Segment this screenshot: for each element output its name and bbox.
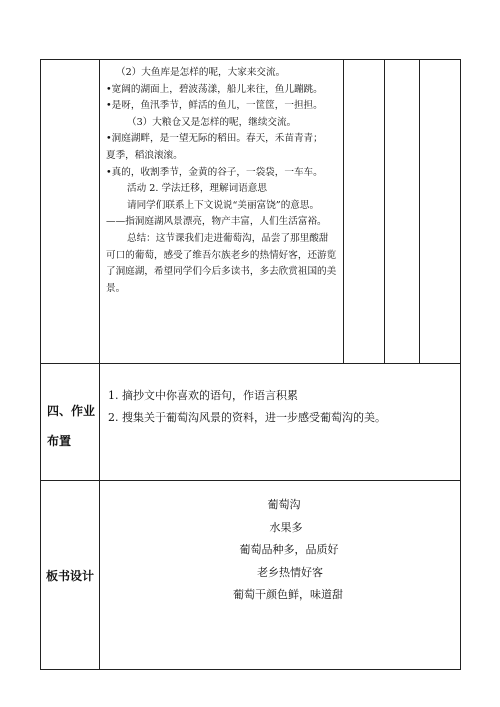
content-line: ——指洞庭湖风景漂亮，物产丰富，人们生活富裕。	[106, 216, 327, 228]
board-line: 葡萄干颜色鲜，味道甜	[233, 588, 343, 601]
content-line: •是呀，鱼汛季节，鲜活的鱼儿，一筐筐，一担担。	[106, 100, 323, 112]
homework-label-cell	[41, 364, 100, 481]
board-design-content-cell	[100, 481, 461, 670]
content-line: •洞庭湖畔，是一望无际的稻田。春天，禾苗青青；	[106, 133, 323, 145]
homework-content-cell	[100, 364, 461, 481]
homework-label-line2: 布置	[47, 434, 72, 448]
homework-item: 2. 搜集关于葡萄沟风景的资料，进一步感受葡萄沟的美。	[108, 411, 386, 424]
row-label-cell-empty	[41, 60, 100, 364]
homework-item: 1. 摘抄文中你喜欢的语句，作语言积累	[108, 389, 298, 402]
board-line: 老乡热情好客	[257, 565, 323, 579]
teaching-process-row	[41, 60, 461, 364]
board-line: 葡萄沟	[267, 498, 301, 511]
content-line: （2）大鱼库是怎样的呢，大家来交流。	[116, 67, 286, 78]
board-line: 葡萄品种多，品质好	[239, 543, 339, 556]
lesson-content-cell	[100, 60, 344, 364]
content-line: •宽阔的湖面上，碧波荡漾，船儿来往，鱼儿蹦跳。	[106, 83, 323, 95]
lesson-plan-table	[40, 59, 461, 670]
content-line: 夏季，稻浪滚滚。	[106, 149, 183, 161]
homework-label-line1: 四、作业	[47, 404, 96, 418]
content-line: •真的，收割季节，金黄的谷子，一袋袋，一车车。	[106, 166, 323, 178]
empty-cell	[344, 60, 385, 364]
board-line: 水果多	[269, 520, 303, 534]
content-line: 请同学们联系上下文说说“美丽富饶”的意思。	[127, 199, 320, 211]
summary-paragraph: 总结：这节课我们走进葡萄沟，品尝了那里酸甜可口的葡萄，感受了维吾尔族老乡的热情好客，还游览了洞庭湖，希望同学们今后多读书，多去欣赏祖国的美景。	[106, 232, 337, 294]
board-design-row	[41, 481, 461, 670]
board-design-label: 板书设计	[41, 481, 100, 670]
content-line: （3）大粮仓又是怎样的呢，继续交流。	[127, 116, 297, 128]
activity-heading: 活动 2. 学法迁移，理解词语意思	[127, 183, 267, 195]
empty-cell	[420, 60, 461, 364]
homework-row	[41, 364, 461, 481]
empty-cell	[385, 60, 420, 364]
